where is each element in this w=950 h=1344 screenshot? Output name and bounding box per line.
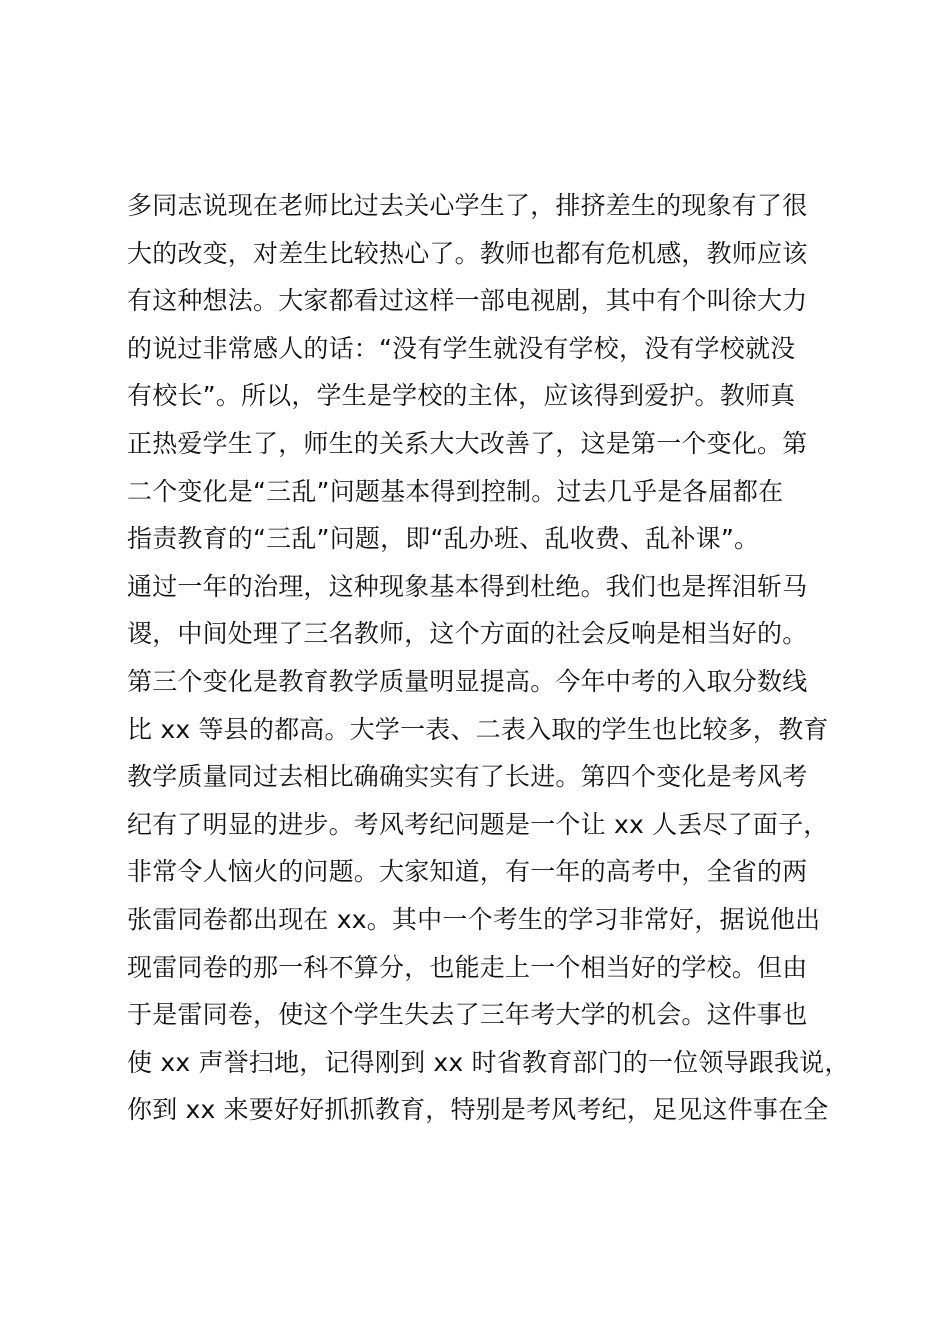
body-text: [127, 182, 850, 1134]
text-line: 的说过非常感人的话：“没有学生就没有学校，没有学校就没: [127, 333, 796, 363]
text-line: 有校长”。所以，学生是学校的主体，应该得到爱护。教师真: [127, 381, 796, 411]
text-line: 有这种想法。大家都看过这样一部电视剧，其中有个叫徐大力: [127, 286, 808, 316]
text-line: 第三个变化是教育教学质量明显提高。今年中考的入取分数线: [127, 666, 808, 696]
text-line: 通过一年的治理，这种现象基本得到杜绝。我们也是挥泪斩马: [127, 571, 808, 601]
text-line: 二个变化是“三乱”问题基本得到控制。过去几乎是各届都在: [127, 476, 784, 506]
text-line: 大的改变，对差生比较热心了。教师也都有危机感，教师应该: [127, 238, 808, 268]
text-line: 正热爱学生了，师生的关系大大改善了，这是第一个变化。第: [127, 428, 808, 458]
text-line: 指责教育的“三乱”问题，即“乱办班、乱收费、乱补课”。: [127, 524, 760, 554]
text-line: 纪有了明显的进步。考风考纪问题是一个让 xx 人丢尽了面子，: [127, 809, 829, 839]
text-line: 谡，中间处理了三名教师，这个方面的社会反响是相当好的。: [127, 619, 808, 649]
text-line: 于是雷同卷，使这个学生失去了三年考大学的机会。这件事也: [127, 1000, 808, 1030]
text-line: 非常令人恼火的问题。大家知道，有一年的高考中，全省的两: [127, 857, 808, 887]
text-line: 比 xx 等县的都高。大学一表、二表入取的学生也比较多，教育: [127, 714, 829, 744]
text-line: 现雷同卷的那一科不算分，也能走上一个相当好的学校。但由: [127, 952, 808, 982]
text-line: 使 xx 声誉扫地，记得刚到 xx 时省教育部门的一位领导跟我说，: [127, 1047, 850, 1077]
text-line: 多同志说现在老师比过去关心学生了，排挤差生的现象有了很: [127, 191, 808, 220]
text-line: 教学质量同过去相比确确实实有了长进。第四个变化是考风考: [127, 762, 808, 792]
text-line: 张雷同卷都出现在 xx。其中一个考生的学习非常好，据说他出: [127, 904, 821, 934]
text-line: 你到 xx 来要好好抓抓教育，特别是考风考纪，足见这件事在全: [127, 1095, 829, 1125]
